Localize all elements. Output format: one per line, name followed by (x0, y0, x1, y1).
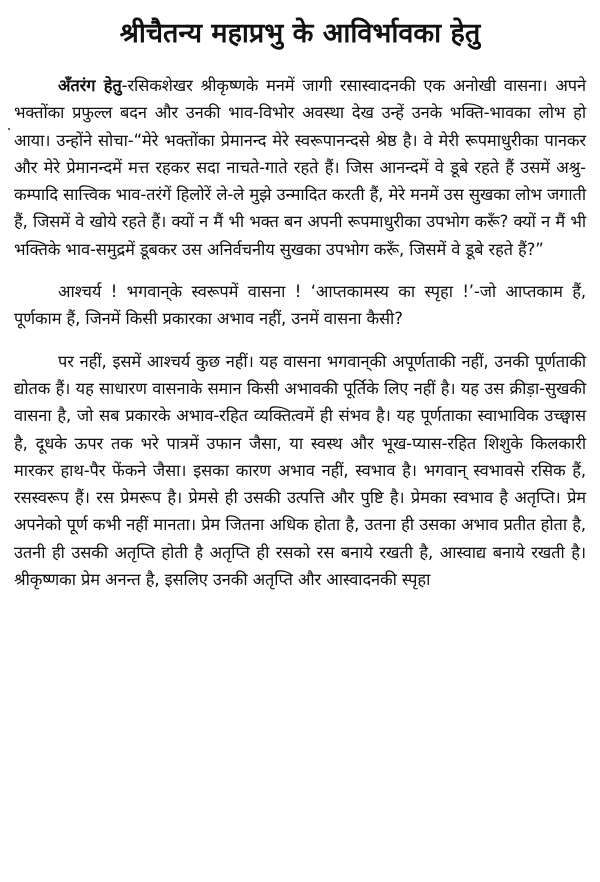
paragraph-1 (14, 72, 586, 263)
page-title: श्रीचैतन्य महाप्रभु के आविर्भावका हेतु (119, 18, 481, 49)
paragraph-2 (14, 278, 586, 333)
paragraph-lead-term: अँतरंग हेतु (58, 76, 122, 95)
paragraph-1-text: -रसिकशेखर श्रीकृष्णके मनमें जागी रसास्वादनकी एक अनोखी वासना। अपने भक्तोंका प्रफुल्ल बदन और उनकी भाव-विभोर अवस्था देख उन्हें उनके भक्ति-भावका लोभ हो आया। उन्होंने सोचा-“मेरे भक्तोंका प्रेमानन्द मेरे स्वरूपानन्दसे श्रेष्ठ है। वे मेरी रूपमाधुरीका पानकर और मेरे प्रेमानन्दमें मत्त रहकर सदा नाचते-गाते रहते हैं। जिस आनन्दमें वे डूबे रहते हैं उसमें अश्रु-कम्पादि सात्त्विक भाव-तरंगें हिलोरें ले-ले मुझे उन्मादित करती हैं, मेरे मनमें उस सुखका लोभ जगाती हैं, जिसमें वे खोये रहते हैं। क्यों न मैं भी भक्त बन अपनी रूपमाधुरीका उपभोग करूँ? क्यों न मैं भी भक्तिके भाव-समुद्रमें डूबकर उस अनिर्वचनीय सुखका उपभोग करूँ, जिसमें वे डूबे रहते हैं?” (14, 76, 586, 259)
paragraph-3 (14, 348, 586, 594)
margin-mark (8, 128, 10, 130)
paragraph-3-text: पर नहीं, इसमें आश्चर्य कुछ नहीं। यह वासना भगवान्‌की अपूर्णताकी नहीं, उनकी पूर्णताकी द्योतक हैं। यह साधारण वासनाके समान किसी अभावकी पूर्तिके लिए नहीं है। यह उस क्रीड़ा-सुखकी वासना है, जो सब प्रकारके अभाव-रहित व्यक्तित्वमें ही संभव है। यह पूर्णताका स्वाभाविक उच्छ्वास है, दूधके ऊपर तक भरे पात्रमें उफान जैसा, या स्वस्थ और भूख-प्यास-रहित शिशुके किलकारी मारकर हाथ-पैर फेंकने जैसा। इसका कारण अभाव नहीं, स्वभाव है। भगवान् स्वभावसे रसिक हैं, रसस्वरूप हैं। रस प्रेमरूप है। प्रेमसे ही उसकी उत्पत्ति और पुष्टि है। प्रेमका स्वभाव है अतृप्ति। प्रेम अपनेको पूर्ण कभी नहीं मानता। प्रेम जितना अधिक होता है, उतना ही उसका अभाव प्रतीत होता है, उतनी ही उसकी अतृप्ति होती है अतृप्ति ही रसको रस बनाये रखती है, आस्वाद्य बनाये रखती है। श्रीकृष्णका प्रेम अनन्त है, इसलिए उनकी अतृप्ति और आस्वादनकी स्पृहा (14, 351, 586, 590)
paragraph-2-text: आश्चर्य ! भगवान्‌के स्वरूपमें वासना ! ‘आप्तकामस्य का स्पृहा !’-जो आप्तकाम हैं, पूर्णकाम हैं, जिनमें किसी प्रकारका अभाव नहीं, उनमें वासना कैसी? (14, 282, 586, 329)
body-text (14, 72, 586, 608)
